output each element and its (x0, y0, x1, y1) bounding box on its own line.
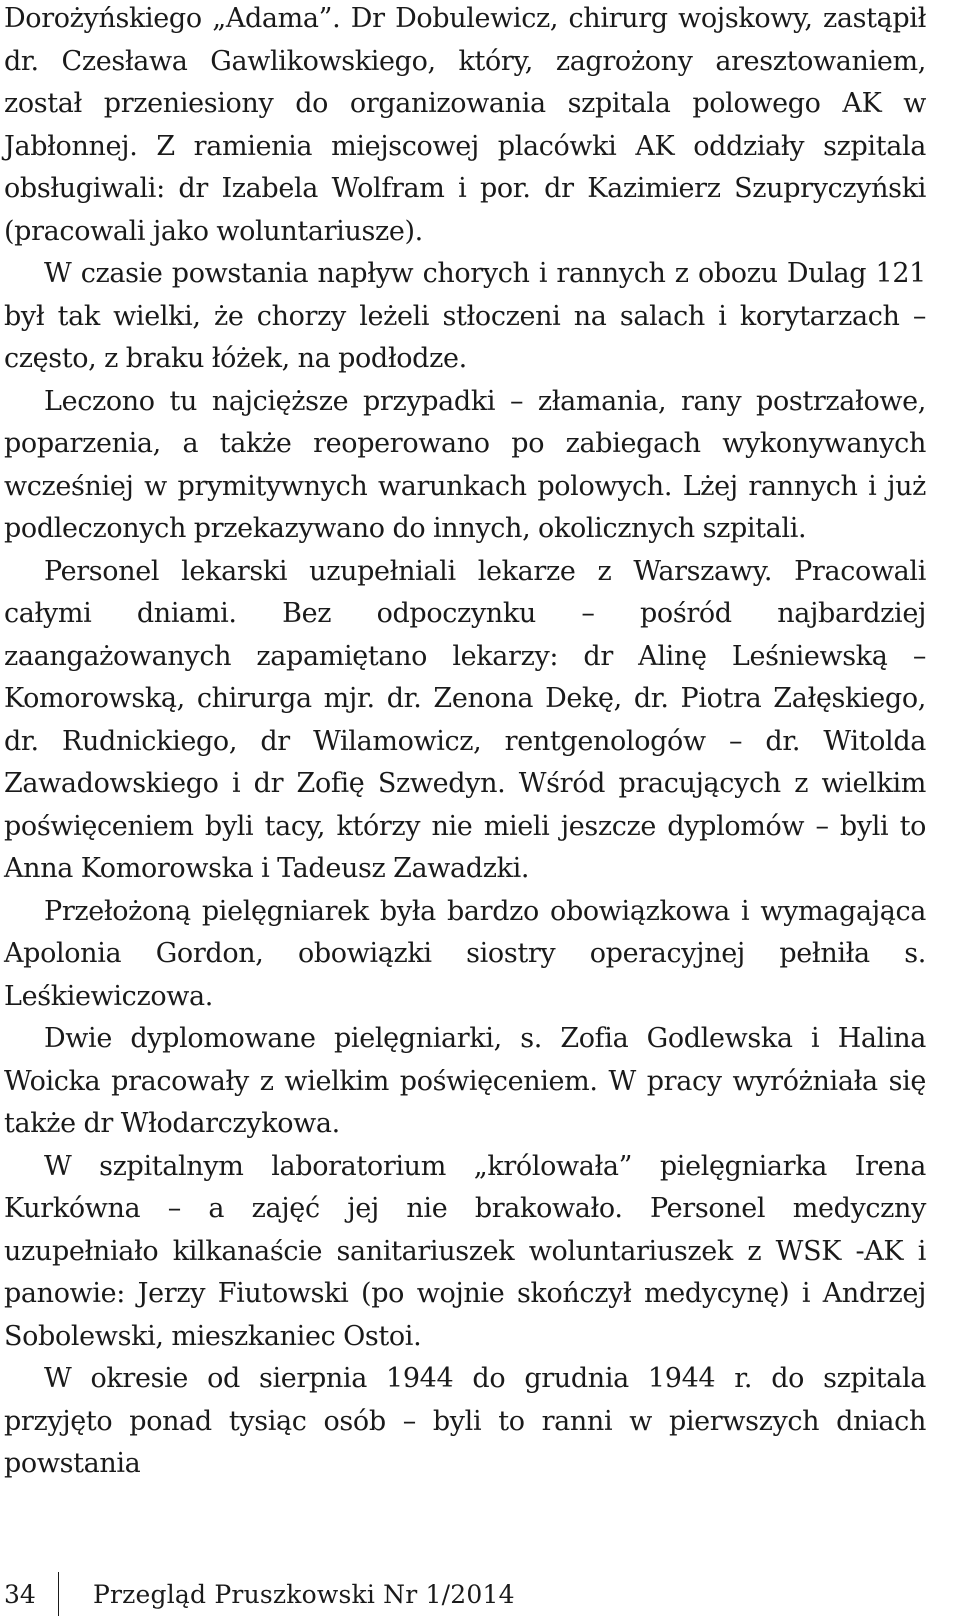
paragraph-1: Dorożyńskiego „Adama”. Dr Dobulewicz, chirurg wojskowy, zastąpił dr. Czesława Gawlikowskiego, który, zagrożony aresztowaniem, został przeniesiony do organizowania szpitala polowego AK w Jabłonnej. Z ramienia miejscowej placówki AK oddziały szpitala obsługiwali: dr Izabela Wolfram i por. dr Kazimierz Szupryczyński (pracowali jako woluntariusze). (4, 3, 926, 247)
journal-title: Przegląd Pruszkowski Nr 1/2014 (93, 1579, 515, 1609)
paragraph-8: W okresie od sierpnia 1944 do grudnia 1944 r. do szpitala przyjęto ponad tysiąc osób – byli to ranni w pierwszych dniach powstania (4, 1363, 926, 1479)
page-footer (4, 1572, 515, 1616)
paragraph-4: Personel lekarski uzupełniali lekarze z Warszawy. Pracowali całymi dniami. Bez odpoczynku – pośród najbardziej zaangażowanych zapamiętano lekarzy: dr Alinę Leśniewską – Komorowską, chirurga mjr. dr. Zenona Dekę, dr. Piotra Załęskiego, dr. Rudnickiego, dr Wilamowicz, rentgenologów – dr. Witolda Zawadowskiego i dr Zofię Szwedyn. Wśród pracujących z wielkim poświęceniem byli tacy, którzy nie mieli jeszcze dyplomów – byli to Anna Komorowska i Tadeusz Zawadzki. (4, 555, 926, 884)
paragraph-7: W szpitalnym laboratorium „królowała” pielęgniarka Irena Kurkówna – a zajęć jej nie brakowało. Personel medyczny uzupełniało kilkanaście sanitariuszek woluntariuszek z WSK -AK i panowie: Jerzy Fiutowski (po wojnie skończył medycynę) i Andrzej Sobolewski, mieszkaniec Ostoi. (4, 1150, 926, 1352)
article-body (4, 0, 926, 1486)
paragraph-2: W czasie powstania napływ chorych i rannych z obozu Dulag 121 był tak wielki, że chorzy leżeli stłoczeni na salach i korytarzach – często, z braku łóżek, na podłodze. (4, 258, 926, 374)
paragraph-3: Leczono tu najcięższe przypadki – złamania, rany postrzałowe, poparzenia, a także reoperowano po zabiegach wykonywanych wcześniej w prymitywnych warunkach polowych. Lżej rannych i już podleczonych przekazywano do innych, okolicznych szpitali. (4, 385, 926, 544)
footer-divider (58, 1572, 59, 1616)
paragraph-5: Przełożoną pielęgniarek była bardzo obowiązkowa i wymagająca Apolonia Gordon, obowiązki siostry operacyjnej pełniła s. Leśkiewiczowa. (4, 895, 926, 1012)
page-number: 34 (4, 1579, 36, 1609)
paragraph-6: Dwie dyplomowane pielęgniarki, s. Zofia Godlewska i Halina Woicka pracowały z wielkim poświęceniem. W pracy wyróżniała się także dr Włodarczykowa. (4, 1023, 926, 1139)
